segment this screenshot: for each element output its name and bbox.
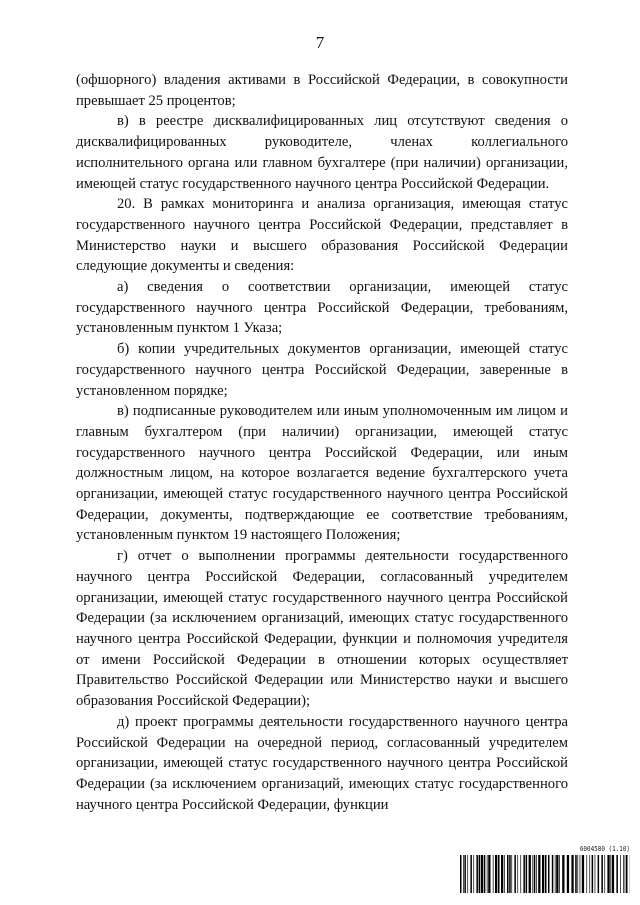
paragraph-item-b: б) копии учредительных документов организации, имеющей статус государственного научного центра Российской Федерации, заверенные в установленном порядке; [76,341,568,399]
page-number: 7 [315,33,325,52]
paragraph-item-v: в) подписанные руководителем или иным уполномоченным им лицом и главным бухгалтером (при наличии) организации, имеющей статус государственного научного центра Российской Федерации, или иным должностным лицом, на которое возлагается ведение бухгалтерского учета организации, имеющей статус государственного научного центра Российской Федерации, документы, подтверждающие ее соответствие требованиям, установленным пунктом 19 настоящего Положения; [76,403,568,544]
paragraph-clause-20: 20. В рамках мониторинга и анализа организация, имеющая статус государственного научного центра Российской Федерации, представляет в Министерство науки и высшего образования Российской Федерации следующие документы и сведения: [76,196,568,275]
paragraph-continuation: (офшорного) владения активами в Российской Федерации, в совокупности превышает 25 процентов; [76,72,568,109]
paragraph-item-v-registry: в) в реестре дисквалифицированных лиц отсутствуют сведения о дисквалифицированных руководителе, членах коллегиального исполнительного органа или главном бухгалтере (при наличии) организации, имеющей статус государственного научного центра Российской Федерации. [76,113,568,192]
paragraph-item-d: д) проект программы деятельности государственного научного центра Российской Федерации на очередной период, согласованный учредителем организации, имеющей статус государственного научного центра Российской Федерации (за исключением организаций, имеющих статус государственного научного центра Российской Федерации, функции [76,713,568,813]
barcode-block [460,845,630,897]
barcode-image [460,855,630,893]
document-body [76,70,568,815]
paragraph-item-a: а) сведения о соответствии организации, имеющей статус государственного научного центра Российской Федерации, требованиям, установленным пунктом 1 Указа; [76,279,568,337]
paragraph-item-g: г) отчет о выполнении программы деятельности государственного научного центра Российской Федерации, согласованный учредителем организации, имеющей статус государственного научного центра Российской Федерации (за исключением организаций, имеющих статус государственного научного центра Российской Федерации, функции и полномочия учредителя от имени Российской Федерации в отношении которых осуществляет Правительство Российской Федерации или Министерство науки и высшего образования Российской Федерации); [76,548,568,710]
barcode-code: 6004580 (1.10) [579,845,630,853]
